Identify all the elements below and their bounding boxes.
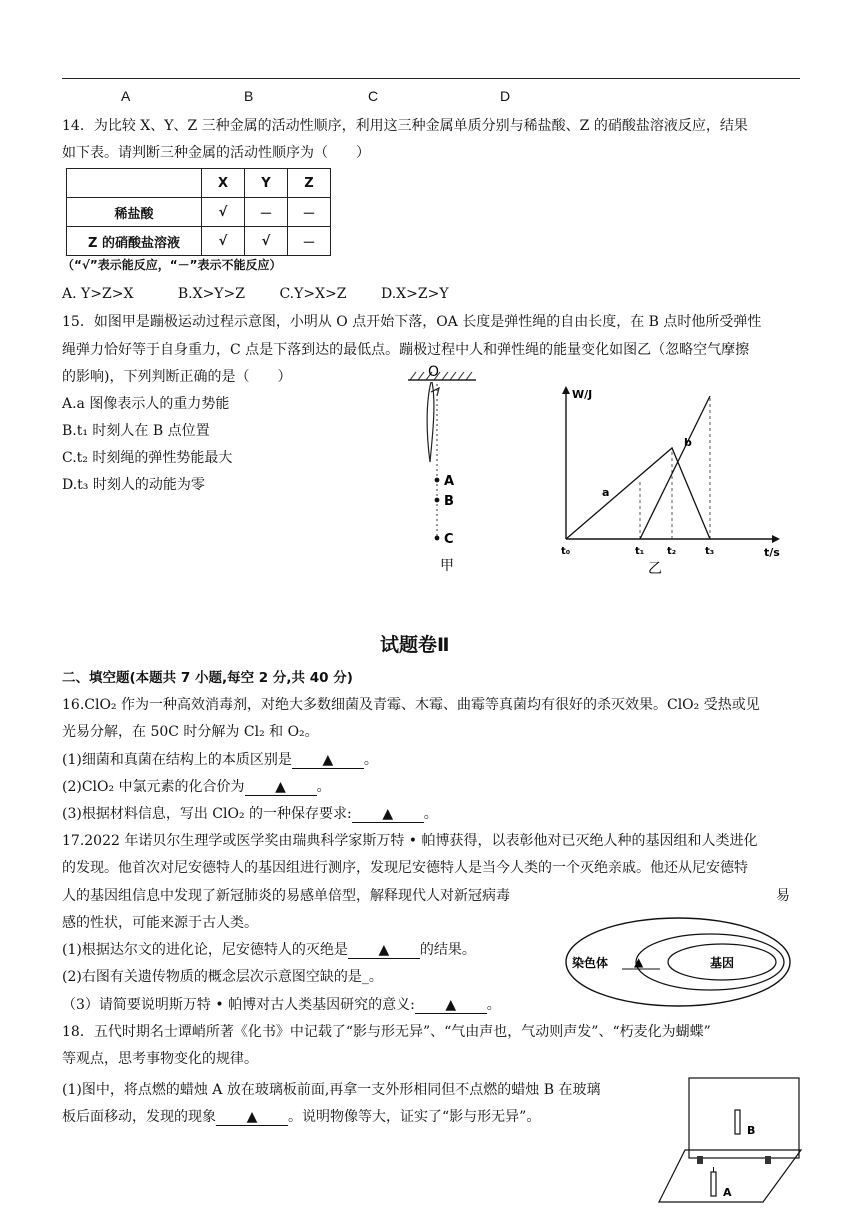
section-heading: 二、填空题(本题共 7 小题,每空 2 分,共 40 分) [62, 670, 353, 686]
table-cell: － [288, 227, 331, 256]
point-b-dot [435, 498, 440, 503]
q15-option-a: A.a 图像表示人的重力势能 [62, 396, 230, 412]
stand-right-icon [765, 1156, 771, 1164]
answer-blank[interactable] [245, 779, 317, 796]
table-row [67, 169, 331, 198]
q16-line2: 光易分解，在 50C 时分解为 Cl₂ 和 O₂。 [62, 724, 319, 740]
answer-blank[interactable] [292, 752, 364, 769]
glass-plate [689, 1078, 799, 1158]
answer-blank[interactable] [415, 997, 487, 1014]
q15-option-d: D.t₃ 时刻人的动能为零 [62, 477, 205, 493]
q17-sub1-text: (1)根据达尔文的进化论，尼安德特人的灭绝是 [62, 942, 348, 958]
jumper-icon [427, 382, 434, 462]
y-axis-arrow-icon [562, 386, 570, 394]
triangle-icon: ▲ [634, 955, 644, 969]
q14-option-d: D.X>Z>Y [380, 286, 449, 302]
answer-blank[interactable] [216, 1109, 288, 1126]
gene-hierarchy-diagram [560, 912, 800, 1012]
table-cell: √ [202, 227, 245, 256]
q16-sub1 [62, 750, 378, 770]
jumper-arm-icon [431, 388, 439, 396]
answer-blank[interactable] [348, 942, 420, 959]
point-o-label: O [428, 364, 440, 380]
tick-t0: t₀ [561, 546, 571, 557]
point-a-dot [435, 478, 440, 483]
curve-b [640, 396, 710, 539]
q13-option-c: C [368, 88, 379, 104]
triangle-icon: ▲ [246, 1109, 258, 1125]
table-cell: √ [245, 227, 288, 256]
table-cell: Z 的硝酸盐溶液 [67, 227, 202, 256]
q14-options [62, 284, 449, 304]
q16-sub1-text: (1)细菌和真菌在结构上的本质区别是 [62, 752, 292, 768]
ceiling-hatch [410, 372, 472, 380]
triangle-icon: ▲ [275, 779, 286, 795]
point-b-label: B [444, 494, 454, 509]
candle-b-icon [735, 1110, 740, 1134]
q18-sub1-line2 [62, 1107, 540, 1127]
q17-sub3 [62, 995, 501, 1015]
energy-graph-yi [548, 384, 788, 579]
table-cell: － [288, 198, 331, 227]
point-c-label: C [444, 532, 454, 547]
q16-sub1-end: 。 [363, 752, 378, 768]
triangle-icon: ▲ [322, 752, 334, 768]
q13-option-b: B [244, 88, 254, 104]
stand-left-icon [697, 1156, 703, 1164]
triangle-icon: ▲ [382, 806, 394, 822]
q18-sub1-end: 。说明物像等大，证实了“影与形无异”。 [288, 1109, 541, 1125]
candle-a-icon [711, 1172, 716, 1196]
chromosome-label: 染色体 [572, 956, 609, 970]
q16-sub2-end: 。 [316, 779, 331, 795]
x-axis-arrow-icon [772, 535, 780, 543]
answer-blank[interactable] [352, 806, 424, 823]
q18-sub1-line1: (1)图中，将点燃的蜡烛 A 放在玻璃板前面,再拿一支外形相同但不点燃的蜡烛 B 在玻璃 [62, 1082, 601, 1098]
q15-stem-line2: 绳弹力恰好等于自身重力，C 点是下落到达的最低点。蹦极过程中人和弹性绳的能量变化如图乙（忽略空气摩擦 [62, 342, 750, 358]
q14-stem-line2: 如下表。请判断三种金属的活动性顺序为（ ） [62, 145, 370, 161]
point-c-dot [435, 536, 440, 541]
q16-line1: 16.ClO₂ 作为一种高效消毒剂，对绝大多数细菌及青霉、木霉、曲霉等真菌均有很好的杀灭效果。ClO₂ 受热或见 [62, 697, 760, 713]
point-a-label: A [444, 474, 455, 489]
q16-sub3-end: 。 [423, 806, 438, 822]
q14-option-c: C.Y>X>Z [279, 286, 347, 302]
triangle-icon: ▲ [378, 942, 390, 958]
q13-option-d: D [500, 88, 511, 104]
triangle-icon: ▲ [445, 997, 457, 1013]
q17-line4: 感的性状，可能来源于古人类。 [62, 915, 258, 931]
q17-line3-end: 易 [776, 888, 790, 904]
x-axis-label: t/s [764, 546, 780, 559]
q18-line1: 18．五代时期名士谭峭所著《化书》中记载了“影与形无异”、“气由声也，气动则声发”、“朽麦化为蝴蝶” [62, 1024, 711, 1040]
q16-sub3-text: (3)根据材料信息，写出 ClO₂ 的一种保存要求: [62, 806, 352, 822]
q18-sub1-text: 板后面移动，发现的现象 [62, 1109, 216, 1125]
figure-caption-yi: 乙 [648, 561, 662, 577]
curve-a-label: a [602, 486, 610, 499]
q16-sub2-text: (2)ClO₂ 中氯元素的化合价为 [62, 779, 245, 795]
table-cell: － [245, 198, 288, 227]
table-row [67, 198, 331, 227]
q14-stem-line1: 14．为比较 X、Y、Z 三种金属的活动性顺序，利用这三种金属单质分别与稀盐酸、Z 的硝酸盐溶液反应，结果 [62, 118, 748, 134]
candle-b-label: B [747, 1124, 756, 1137]
curve-a [566, 448, 710, 539]
q17-line1: 17.2022 年诺贝尔生理学或医学奖由瑞典科学家斯万特 • 帕博获得，以表彰他对已灭绝人种的基因组和人类进化 [62, 833, 758, 849]
q14-table [66, 168, 331, 256]
mirror-experiment-figure [655, 1072, 805, 1212]
curve-b-label: b [684, 436, 692, 449]
q15-option-b: B.t₁ 时刻人在 B 点位置 [62, 423, 210, 439]
q17-line2: 的发现。他首次对尼安德特人的基因组进行测序，发现尼安德特人是当今人类的一个灭绝亲戚。他还从尼安德特 [62, 860, 748, 876]
q15-stem-line1: 15．如图甲是蹦极运动过程示意图，小明从 O 点开始下落，OA 长度是弹性绳的自由长度，在 B 点时他所受弹性 [62, 314, 762, 330]
table-row [67, 227, 331, 256]
tick-t1: t₁ [635, 546, 645, 557]
y-axis-label: W/J [572, 388, 593, 401]
table-header-cell [67, 169, 202, 198]
figure-caption-jia: 甲 [440, 558, 454, 574]
q13-option-a: A [121, 88, 131, 104]
q14-option-a: A. Y>Z>X [62, 286, 134, 302]
q14-option-b: B.X>Y>Z [177, 286, 246, 302]
table-cell: √ [202, 198, 245, 227]
gene-label: 基因 [710, 956, 735, 970]
top-rule [62, 78, 800, 79]
q15-option-c: C.t₂ 时刻绳的弹性势能最大 [62, 450, 233, 466]
q15-stem-line3: 的影响)，下列判断正确的是（ ） [62, 369, 292, 385]
table-header-cell: X [202, 169, 245, 198]
q17-sub1-end: 的结果。 [419, 942, 476, 958]
q17-sub3-text: （3）请简要说明斯万特 • 帕博对古人类基因研究的意义: [62, 997, 415, 1013]
tick-t3: t₃ [705, 546, 715, 557]
table-cell: 稀盐酸 [67, 198, 202, 227]
candle-a-label: A [723, 1186, 732, 1199]
q14-table-wrap [66, 168, 331, 256]
q17-line3: 人的基因组信息中发现了新冠肺炎的易感单倍型，解释现代人对新冠病毒 [62, 888, 510, 904]
q17-sub2: (2)右图有关遗传物质的概念层次示意图空缺的是_。 [62, 969, 383, 985]
bungee-diagram-jia [398, 362, 488, 577]
q16-sub2 [62, 777, 331, 797]
q16-sub3 [62, 804, 438, 824]
q17-sub1 [62, 940, 476, 960]
section-title: 试题卷Ⅱ [380, 634, 450, 656]
q18-line2: 等观点，思考事物变化的规律。 [62, 1051, 258, 1067]
tick-t2: t₂ [667, 546, 677, 557]
table-header-cell: Z [288, 169, 331, 198]
table-header-cell: Y [245, 169, 288, 198]
q14-table-legend: （“√”表示能反应，“－”表示不能反应） [62, 258, 282, 272]
q17-sub3-end: 。 [486, 997, 501, 1013]
